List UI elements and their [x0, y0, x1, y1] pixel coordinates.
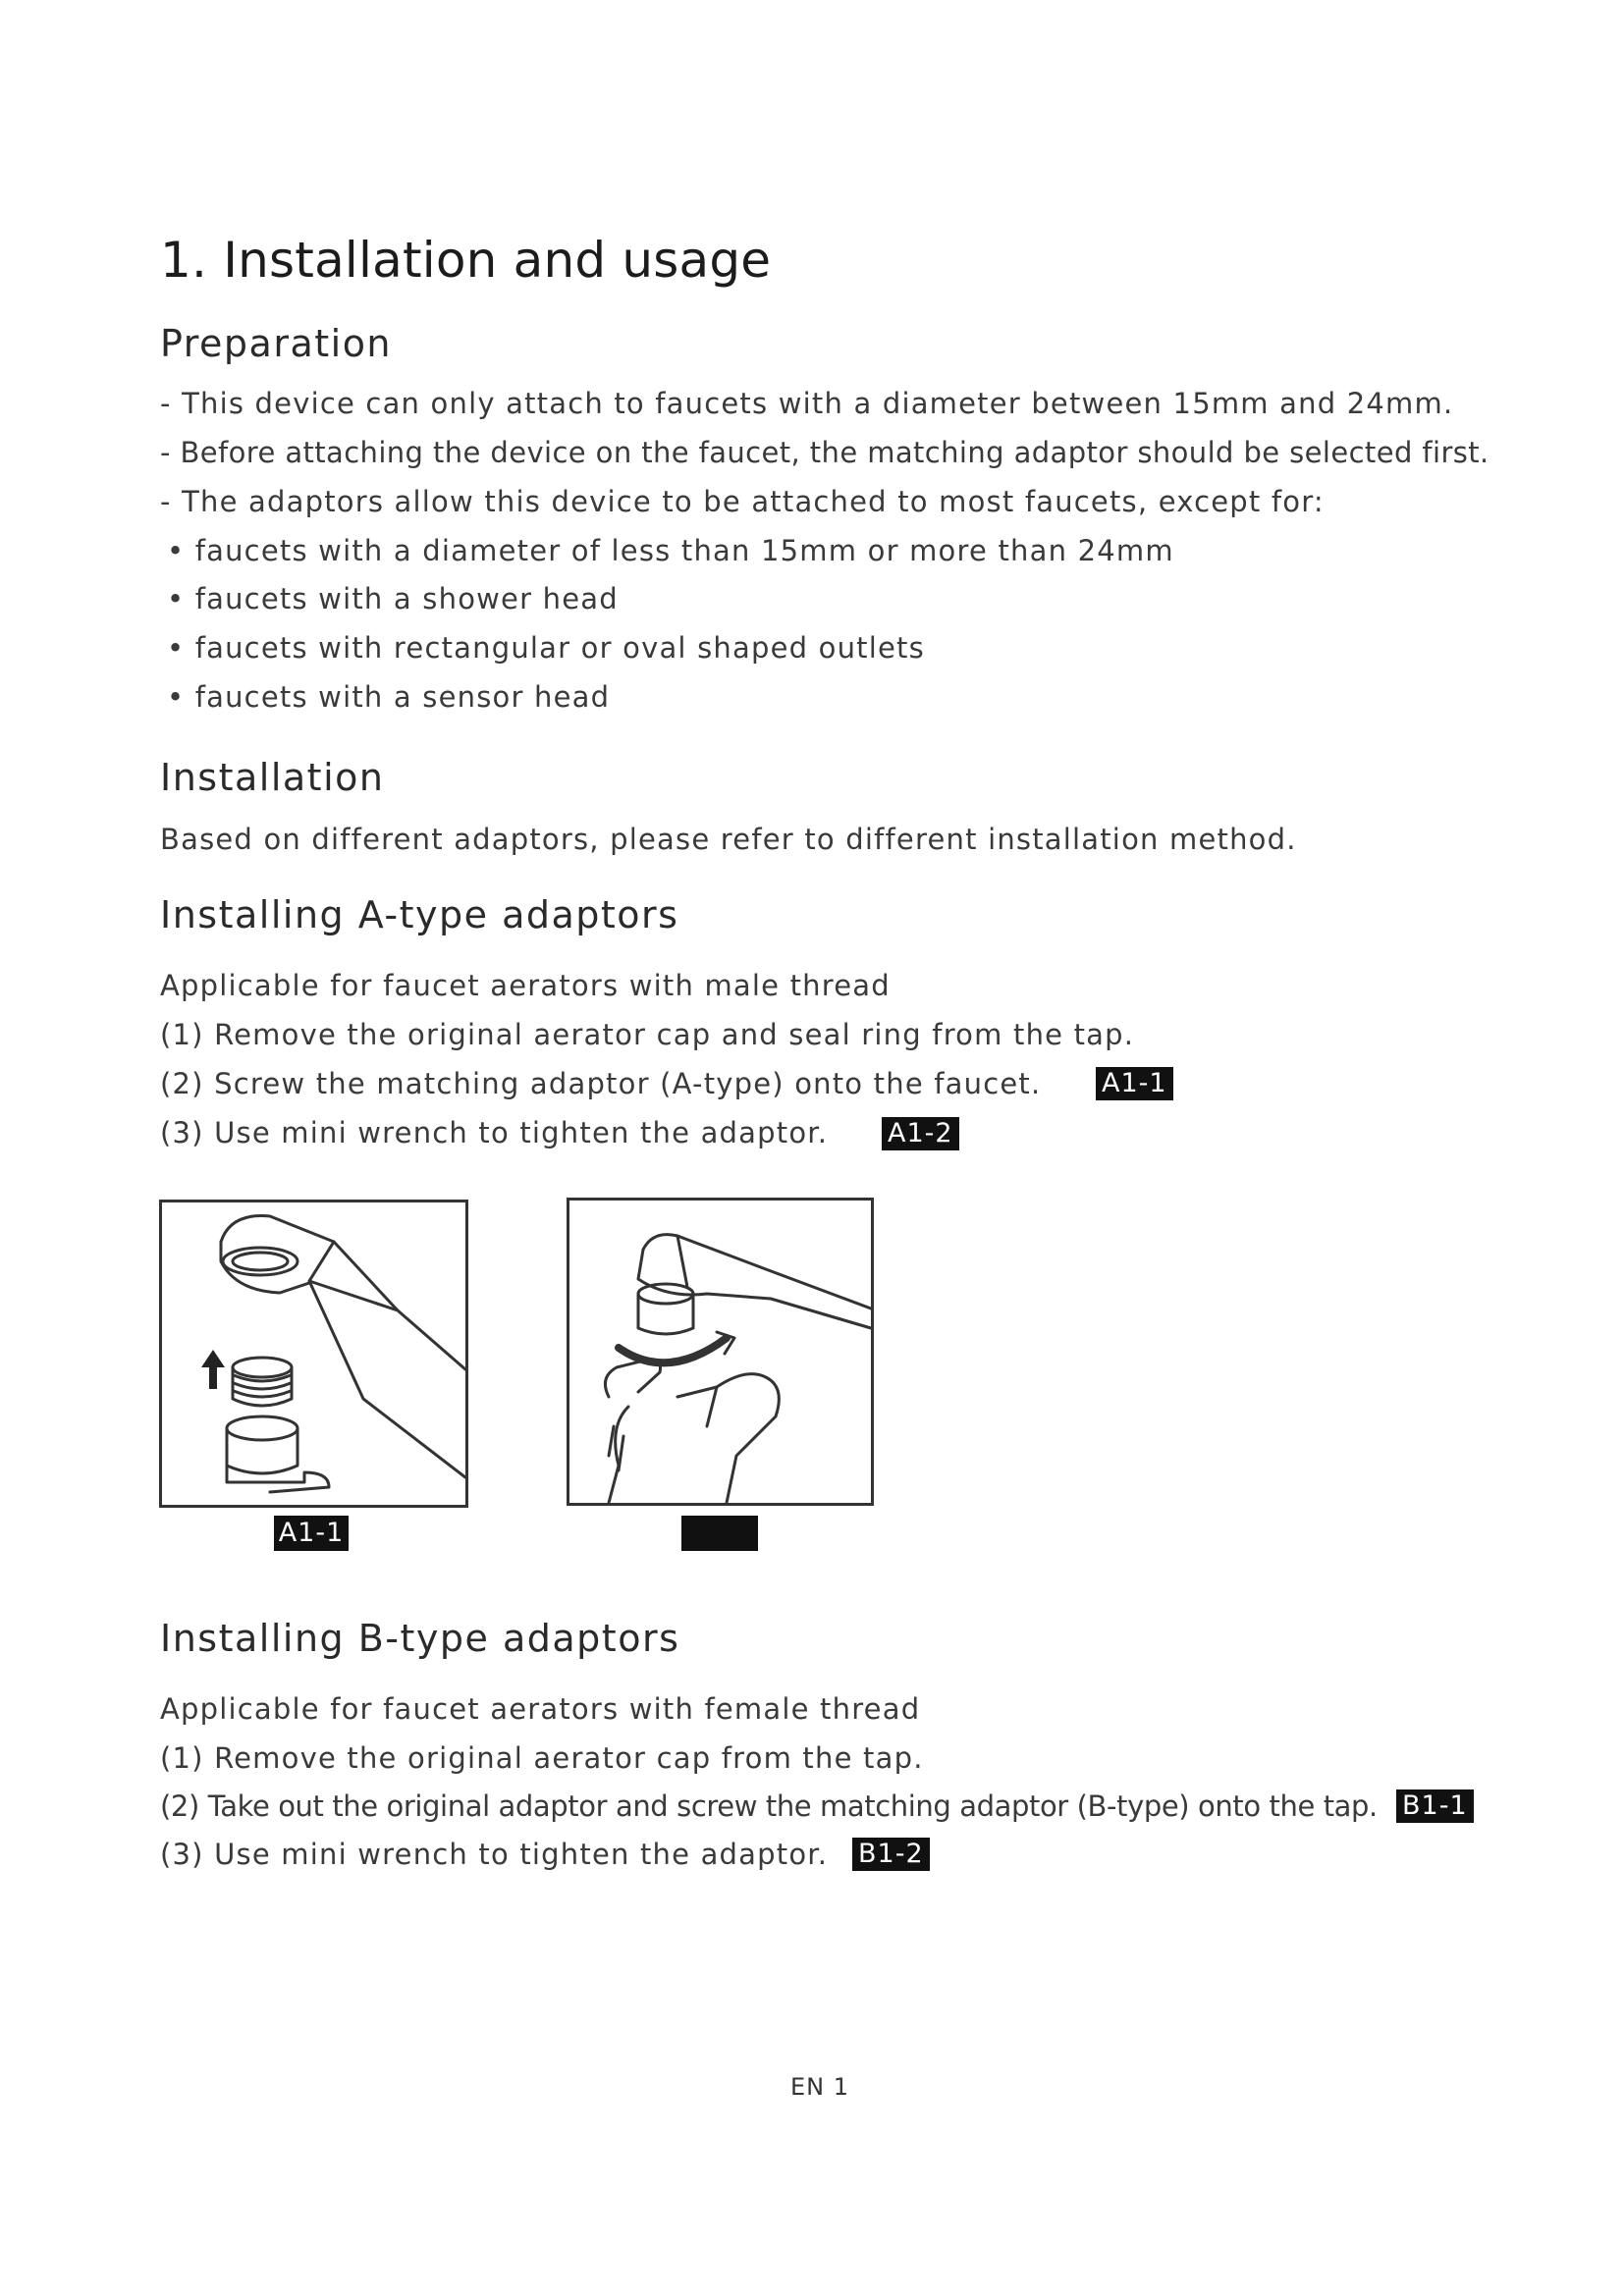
figure-ref-tag: A1-2 [882, 1117, 959, 1150]
figure-caption [681, 1516, 758, 1551]
a-type-step-1: (1) Remove the original aerator cap and seal ring from the tap. [160, 1018, 1135, 1051]
preparation-bullet: • faucets with a shower head [167, 582, 619, 615]
page-number: EN 1 [790, 2073, 850, 2101]
figure-ref-tag: A1-1 [1096, 1067, 1173, 1100]
up-arrow-icon [201, 1350, 225, 1389]
preparation-bullet: • faucets with a diameter of less than 15mm or more than 24mm [167, 534, 1174, 567]
preparation-line: - This device can only attach to faucets with a diameter between 15mm and 24mm. [160, 387, 1454, 420]
figure-ref-tag: B1-1 [1396, 1789, 1474, 1823]
a-type-intro: Applicable for faucet aerators with male thread [160, 969, 891, 1002]
page-title: 1. Installation and usage [160, 232, 772, 289]
a-type-heading: Installing A-type adaptors [160, 893, 679, 936]
preparation-line: - The adaptors allow this device to be attached to most faucets, except for: [160, 485, 1325, 518]
a-type-step-2: (2) Screw the matching adaptor (A-type) onto the faucet. [160, 1067, 1042, 1100]
figure-a1-2 [567, 1198, 874, 1506]
figure-a1-1 [159, 1200, 468, 1508]
figure-ref-tag: B1-2 [852, 1838, 930, 1871]
b-type-step-3: (3) Use mini wrench to tighten the adaptor. [160, 1838, 829, 1871]
b-type-step-2: (2) Take out the original adaptor and screw the matching adaptor (B-type) onto the tap. [160, 1789, 1378, 1823]
wrench-tightening-illustration [569, 1201, 871, 1503]
b-type-step-1: (1) Remove the original aerator cap from the tap. [160, 1741, 924, 1775]
a-type-step-3: (3) Use mini wrench to tighten the adaptor. [160, 1116, 829, 1149]
preparation-heading: Preparation [160, 322, 393, 365]
faucet-adaptor-removal-illustration [162, 1202, 465, 1505]
b-type-intro: Applicable for faucet aerators with female thread [160, 1692, 921, 1726]
figure-caption: A1-1 [274, 1516, 349, 1551]
b-type-heading: Installing B-type adaptors [160, 1617, 680, 1660]
installation-text: Based on different adaptors, please refer to different installation method. [160, 823, 1297, 856]
preparation-bullet: • faucets with a sensor head [167, 680, 611, 714]
installation-heading: Installation [160, 756, 385, 799]
preparation-bullet: • faucets with rectangular or oval shaped outlets [167, 631, 925, 665]
preparation-line: - Before attaching the device on the faucet, the matching adaptor should be selected first. [160, 436, 1489, 469]
